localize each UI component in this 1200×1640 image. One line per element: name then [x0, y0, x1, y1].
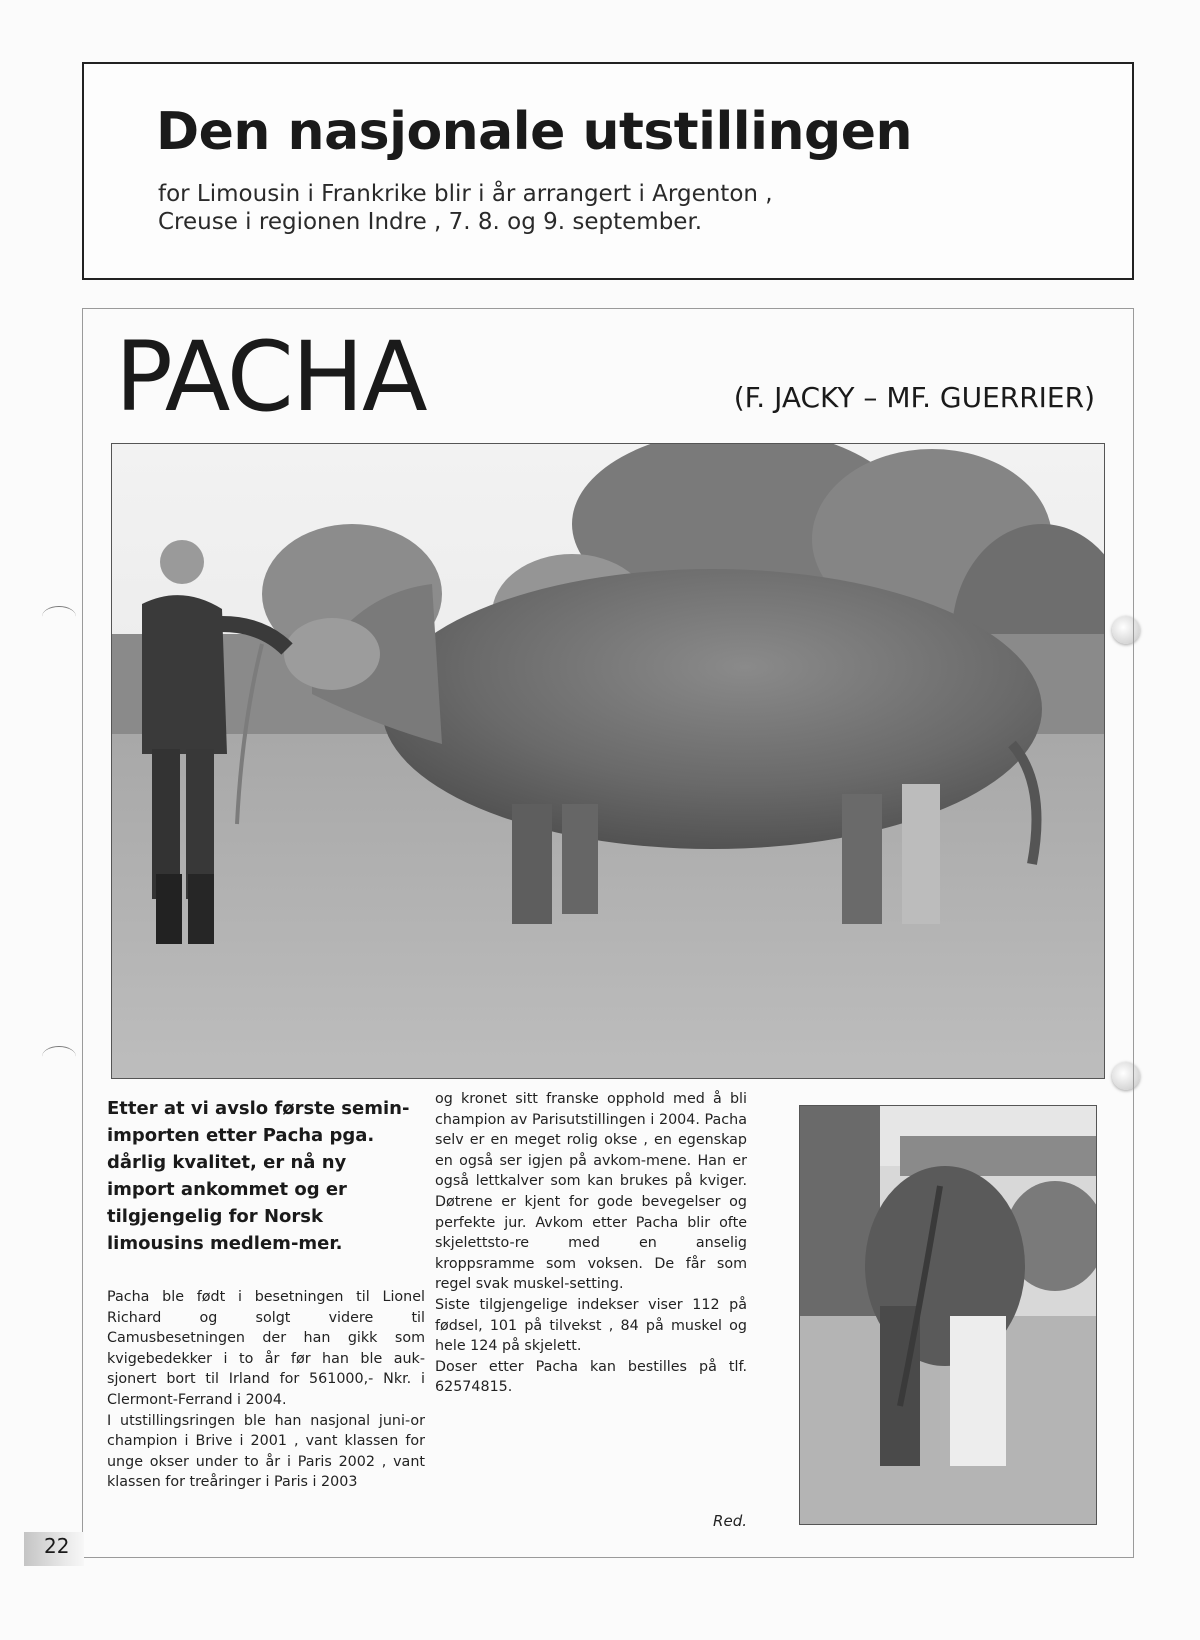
- main-photo-illustration: [112, 444, 1105, 1079]
- announcement-line-2: Creuse i regionen Indre , 7. 8. og 9. september.: [158, 209, 703, 235]
- edge-mark-bottom: [42, 1046, 76, 1067]
- announcement-box: [82, 62, 1134, 280]
- article-frame: [82, 308, 1134, 1558]
- column-left-paragraph-2: I utstillingsringen ble han nasjonal juni-or champion i Brive i 2001 , vant klassen for unge okser under to år i Paris 2002 , vant klassen for treåringer i Paris i 2003: [107, 1412, 425, 1491]
- article-pedigree: (F. JACKY – MF. GUERRIER): [733, 381, 1095, 414]
- side-photo-illustration: [800, 1106, 1097, 1525]
- announcement-line-1: for Limousin i Frankrike blir i år arrangert i Argenton ,: [158, 181, 773, 207]
- article-column-left: [107, 1287, 425, 1493]
- column-middle-paragraph-1: og kronet sitt franske opphold med å bli champion av Parisutstillingen i 2004. Pacha selv er en meget rolig okse , en egenskap en også ser igjen på avkom-mene. Han er også lettkalver som kan brukes på kviger. Døtrene er kjent for gode bevegelser og perfekte jur. Avkom etter Pacha blir ofte skjelettsto-re med en anselig kroppsramme som voksen. De får som regel svak muskel-setting.: [435, 1091, 747, 1293]
- main-photo-bull-with-handler: [111, 443, 1105, 1079]
- article-column-middle: [435, 1089, 747, 1398]
- side-photo-bull-rear-view: [799, 1105, 1097, 1525]
- announcement-title: Den nasjonale utstillingen: [156, 102, 912, 162]
- column-left-paragraph-1: Pacha ble født i besetningen til Lionel Richard og solgt videre til Camusbesetningen der han gikk som kvigebedekker i to år før han ble auk-sjonert bort til Irland for 561000,- Nkr. i Clermont-Ferrand i 2004.: [107, 1289, 425, 1408]
- column-middle-paragraph-2: Siste tilgjengelige indekser viser 112 på fødsel, 101 på tilvekst , 84 på muskel og hele 124 på skjelett.: [435, 1296, 747, 1355]
- edge-mark-top: [42, 606, 76, 627]
- column-middle-paragraph-3: Doser etter Pacha kan bestilles på tlf. 62574815.: [435, 1358, 747, 1396]
- page-number: 22: [44, 1534, 70, 1558]
- article-lead: Etter at vi avslo første semin-importen etter Pacha pga. dårlig kvalitet, er nå ny import ankommet og er tilgjengelig for Norsk limousins medlem-mer.: [107, 1098, 410, 1254]
- announcement-body: [158, 180, 773, 236]
- article-title: PACHA: [115, 321, 426, 433]
- article-signature: Red.: [713, 1512, 747, 1530]
